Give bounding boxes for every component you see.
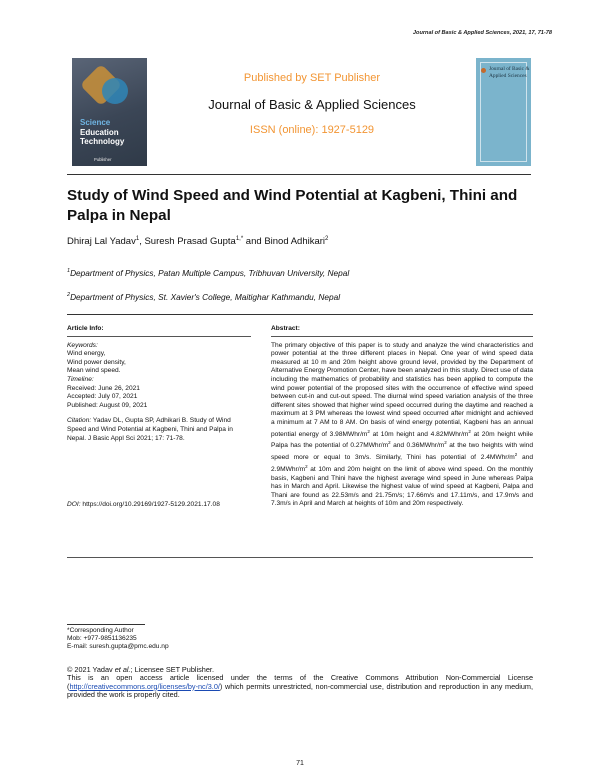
- abstract-panel: [271, 325, 533, 509]
- affiliation-2: $^2$Department of Physics, St. Xavier's College, Maitighar Kathmandu, Nepal: [67, 292, 341, 302]
- abstract-heading: Abstract:: [271, 325, 300, 332]
- author-affiliation-mark: 1: [135, 236, 140, 242]
- doi[interactable]: [67, 501, 257, 510]
- running-head: Journal of Basic & Applied Sciences, 2021, 17, 71-78: [412, 30, 552, 36]
- footer-divider: [67, 557, 533, 558]
- cover-emblem-icon: [481, 68, 486, 73]
- logo-line-technology: Technology: [80, 137, 125, 146]
- author-affiliation-mark: 2: [325, 236, 329, 242]
- corresponding-label: *Corresponding Author: [67, 627, 134, 634]
- doi-label: DOI:: [67, 501, 81, 509]
- corresponding-author: [67, 627, 169, 651]
- keyword: Wind power density,: [67, 358, 126, 366]
- journal-cover-thumbnail: [476, 58, 531, 166]
- keywords-label: Keywords:: [67, 341, 98, 349]
- article-title: Study of Wind Speed and Wind Potential at Kagbeni, Thini and Palpa in Nepal: [67, 187, 518, 224]
- journal-banner: [162, 60, 462, 136]
- article-info-heading: Article Info:: [67, 325, 104, 332]
- published-date: Published: August 09, 2021: [67, 401, 148, 409]
- author-list: Dhiraj Lal Yadav$^1$, Suresh Prasad Gupta$^{1,*}$ and Binod Adhikari$^2$: [67, 236, 329, 248]
- keyword: Wind energy,: [67, 350, 106, 358]
- author-affiliation-mark: 1,*: [235, 236, 244, 242]
- page-number: 71: [296, 760, 304, 767]
- mobile-number: Mob: +977-9851136235: [67, 635, 137, 642]
- issn: ISSN (online): 1927-5129: [249, 124, 375, 136]
- banner-divider: [67, 174, 531, 175]
- citation-label: Citation:: [67, 417, 92, 425]
- logo-line-science: Science: [80, 118, 111, 127]
- author-name: Suresh Prasad Gupta: [144, 236, 236, 248]
- copyright-notice: © 2021 Yadav et al.; Licensee SET Publisher. This is an open access article licensed under the terms of the Creative Commons Attribution Non-Commercial License (http://creativecommons.org/licenses/by-nc/3.0/) which permits unrestricted, non-commercial use, distribution and reproduction in any medium, provided the work is properly cited.: [67, 665, 533, 700]
- set-publisher-logo: [72, 58, 147, 166]
- author-name: Binod Adhikari: [264, 236, 326, 248]
- timeline-label: Timeline:: [67, 375, 94, 383]
- abstract-text: The primary objective of this paper is to study and analyze the wind characteristics and power potential at the three different places in Nepal. One year of wind speed data measured at 10 m and 20m height above ground level, provided by the Department of Alternative Energy Promotion Center, have been analyzed in this study. Direct use of data including the mathematics of probability and statistics has been applied to compute the wind power potential of the proposed sites with the occurrence of effective wind speed between cut-in and cut-out speed. The diurnal wind speed variation analysis of the three different sites showed that higher wind speed occurred during the daytime and reached a maximum at 3 PM whereas the lowest wind speed occurred after midnight and achieved a minimum at 7 AM to 8 AM. On basis of wind energy potential, Kagbeni has an annual potential energy of $3.98MWhr/m^2$ at 10m height and $4.82MWhr/m^2$ at 20m height while Palpa has the potential of $0.27MWhr/m^2$ and $0.36MWhr/m^2$ at the two heights with wind speed more or equal to 3m/s. Similarly, Thini has potential of $2.4MWhr/m^2$ and $2.9MWhr/m^2$ at 10m and 20m height on the limit of above wind speed. On the monthly basis, Kagbeni and Thini have the highest average wind speed in June whereas Palpa has in March and April. Likewise the highest value of wind speed at Kagbeni, Palpa and Thani are found as 22.53m/s and 21.75m/s; 17.66m/s and 17.11m/s, and 17.9m/s and 7.3m/s in April and March at heights of 10m and 20m respectively.: [271, 341, 533, 508]
- citation: [67, 417, 249, 443]
- footnote-rule: [67, 624, 145, 625]
- citation-text: Yadav DL, Gupta SP, Adhikari B. Study of Wind Speed and Wind Potential at Kagbeni, Thini and Palpa in Nepal. J Basic Appl Sci 2021; 17: 71-78.: [67, 417, 233, 442]
- received-date: Received: June 26, 2021: [67, 384, 140, 392]
- affiliation-1: $^1$Department of Physics, Patan Multiple Campus, Tribhuvan University, Nepal: [67, 268, 350, 278]
- keyword: Mean wind speed.: [67, 367, 121, 375]
- doi-link[interactable]: https://doi.org/10.29169/1927-5129.2021.17.08: [82, 501, 220, 509]
- journal-name: Journal of Basic & Applied Sciences: [208, 97, 416, 112]
- logo-line-education: Education: [80, 127, 119, 137]
- accepted-date: Accepted: July 07, 2021: [67, 393, 138, 401]
- logo-line-publisher: Publisher: [94, 157, 112, 162]
- cover-title: Journal of Basic & Applied Sciences: [489, 66, 530, 79]
- publisher-name: Published by SET Publisher: [243, 72, 381, 84]
- author-name: Dhiraj Lal Yadav: [67, 236, 136, 248]
- section-divider: [67, 314, 533, 315]
- license-link[interactable]: http://creativecommons.org/licenses/by-nc/3.0/: [69, 681, 220, 691]
- article-info-panel: [67, 325, 257, 510]
- logo-globe-icon: [102, 78, 128, 104]
- email-address: E-mail: suresh.gupta@pmc.edu.np: [67, 643, 169, 650]
